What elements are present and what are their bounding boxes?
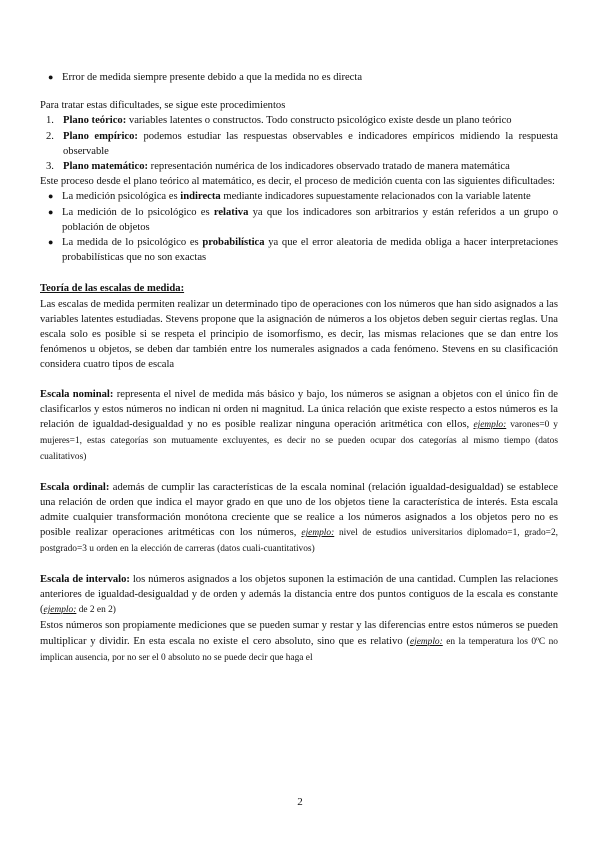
- document-page: [40, 70, 558, 666]
- ordinal-paragraph: Escala ordinal: además de cumplir las características de la escala nominal (relación igualdad-desigualdad) se establece una relación de orden que indica el mayor grado en que uno de los objetos tiene la característica de interés. Esta escala admite cualquier transformación monótona creciente que se realice a los números asignados a los objetos pero no es posible realizar operaciones aritméticas con los números, ejemplo: nivel de estudios universitarios diplomado=1, grado=2, postgrado=3 u orden en la elección de carreras (datos cuali-cuantitativos): [40, 481, 558, 555]
- nominal-paragraph: Escala nominal: representa el nivel de medida más básico y bajo, los números se asignan a objetos con el único fin de clasificarlos y estos números no indican ni orden ni magnitud. La única relación que existe respecto a estos números es la relación de igualdad-desigualdad y no es posible realizar ninguna operación aritmética con ellos, ejemplo: varones=0 y mujeres=1, estas categorías son mutuamente excluyentes, es decir no se pueden ocupar dos categorías al mismo tiempo (datos cualitativos): [40, 388, 558, 463]
- example-label: ejemplo:: [301, 528, 335, 539]
- scales-intro: Las escalas de medida permiten realizar un determinado tipo de operaciones con los números que han sido asignados a las variables latentes estudiadas. Stevens propone que la asignación de números a los objetos deben seguir ciertas reglas. Una escala solo es posible si se respeta el principio de isomorfismo, es decir, las mismas relaciones que se dan entre los fenómenos u objetos, se deben dar también entre los numerales asignados a cada fenómeno. Stevens en su clasificación considera cuatro tipos de escala: [40, 298, 558, 371]
- bullet-icon: ●: [48, 237, 54, 248]
- list-item: 1. Plano teórico: variables latentes o constructos. Todo constructo psicológico existe desde un plano teórico: [46, 115, 512, 127]
- intro-bullet-list: [40, 70, 558, 85]
- interval-paragraph: Escala de intervalo: los números asignados a los objetos suponen la estimación de una cantidad. Cumplen las relaciones anteriores de igualdad-desigualdad y de orden y además la distancia entre dos puntos contiguos de la escala es constante (ejemplo: de 2 en 2): [40, 573, 558, 616]
- procedure-intro: Para tratar estas dificultades, se sigue este procedimientos: [40, 100, 286, 112]
- list-item: ● La medida de lo psicológico es probabilística ya que el error aleatoria de medida obliga a hacer interpretaciones probabilísticas que no son exactas: [48, 237, 558, 264]
- example-label: ejemplo:: [473, 420, 507, 431]
- list-item: 2. Plano empírico: podemos estudiar las respuestas observables e indicadores empíricos midiendo la respuesta observable: [46, 130, 558, 157]
- list-item: 3. Plano matemático: representación numérica de los indicadores observado tratado de manera matemática: [46, 161, 510, 173]
- steps-list: [40, 113, 558, 174]
- bullet-icon: ●: [48, 206, 54, 217]
- list-item: ● La medición de lo psicológico es relativa ya que los indicadores son arbitrarios y están referidos a un grupo o población de objetos: [48, 206, 559, 233]
- example-label: ejemplo:: [409, 636, 443, 647]
- list-item: ● Error de medida siempre presente debido a que la medida no es directa: [40, 70, 558, 85]
- ordinal-term: Escala ordinal:: [40, 481, 110, 493]
- page-number: 2: [297, 796, 303, 808]
- interval-paragraph-2: Estos números son propiamente mediciones que se pueden sumar y restar y las diferencias entre estos números se pueden multiplicar y dividir. En esta escala no existe el cero absoluto, sino que es relativo (ejemplo: en la temperatura los 0ºC no implican ausencia, por no ser el 0 absoluto no se puede decir que haga el: [40, 620, 558, 663]
- interval-term: Escala de intervalo:: [40, 573, 130, 585]
- example-label: ejemplo:: [43, 605, 77, 616]
- section-heading: Teoría de las escalas de medida:: [40, 283, 185, 295]
- nominal-term: Escala nominal:: [40, 388, 114, 400]
- process-text: Este proceso desde el plano teórico al matemático, es decir, el proceso de medición cuenta con las siguientes dificultades:: [40, 176, 555, 188]
- difficulties-list: [40, 189, 558, 265]
- bullet-icon: ●: [48, 191, 54, 202]
- list-item: ● La medición psicológica es indirecta mediante indicadores supuestamente relacionados con la variable latente: [40, 189, 558, 204]
- bullet-icon: ●: [48, 72, 54, 82]
